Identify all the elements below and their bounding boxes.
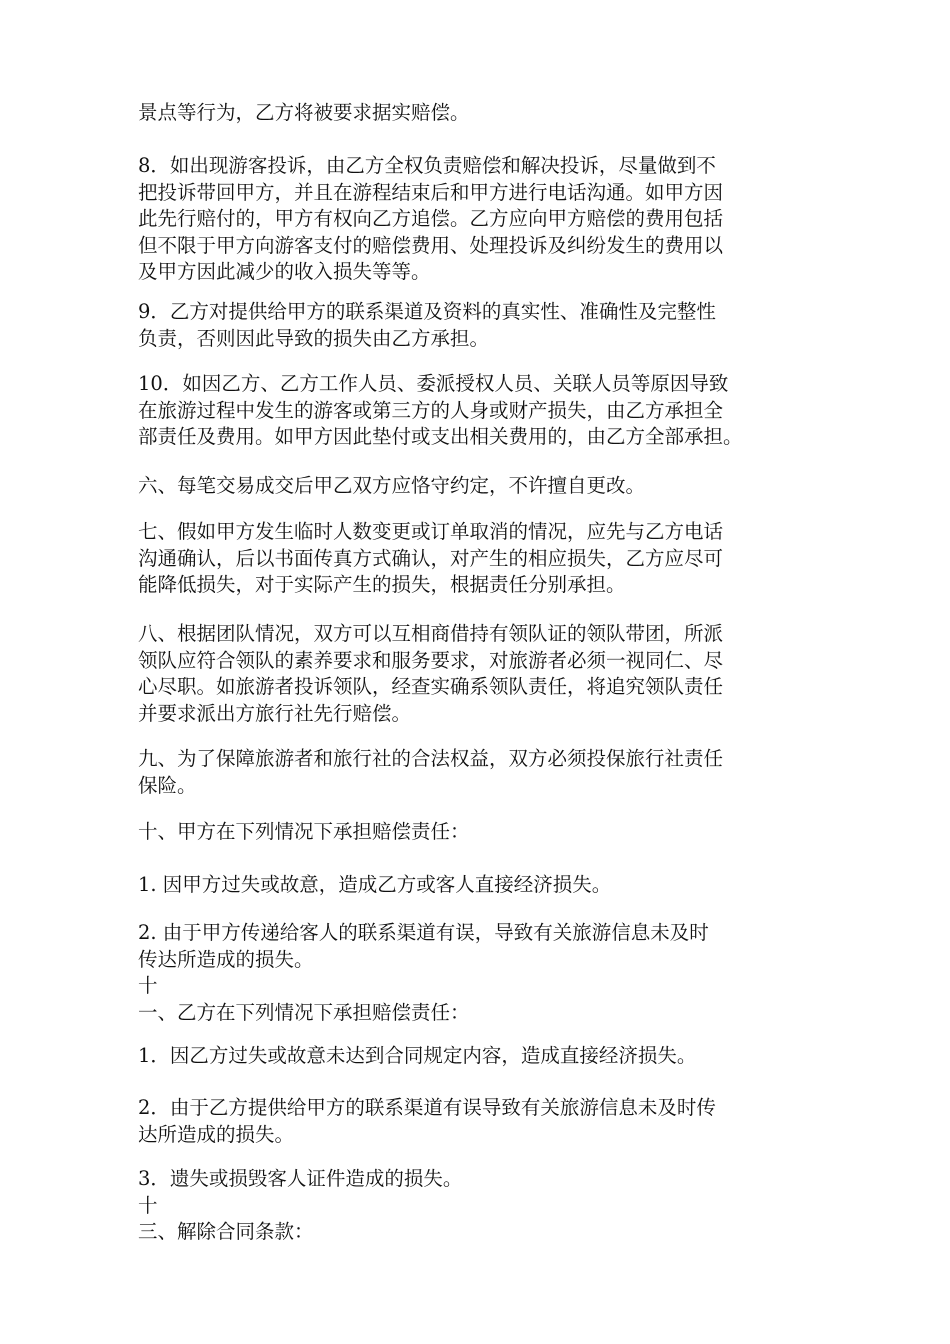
- text-line: 但不限于甲方向游客支付的赔偿费用、处理投诉及纠纷发生的费用以: [138, 233, 724, 257]
- paragraph-section-11-item-3: [138, 1166, 818, 1246]
- text-line: 三、解除合同条款：: [138, 1220, 314, 1243]
- text-line: 3．遗失或损毁客人证件造成的损失。: [138, 1167, 463, 1190]
- paragraph-item-8: [138, 153, 818, 286]
- paragraph-section-6: [138, 473, 818, 500]
- text-line: 达所造成的损失。: [138, 1122, 295, 1146]
- paragraph-compensation-tail: [138, 100, 818, 127]
- text-line: 9．乙方对提供给甲方的联系渠道及资料的真实性、准确性及完整性: [138, 300, 716, 323]
- text-line: 能降低损失，对于实际产生的损失，根据责任分别承担。: [138, 573, 626, 596]
- text-line: 2．由于乙方提供给甲方的联系渠道有误导致有关旅游信息未及时传: [138, 1096, 716, 1119]
- paragraph-section-9: [138, 746, 818, 799]
- paragraph-section-7: [138, 519, 818, 599]
- text-line: 心尽职。如旅游者投诉领队，经查实确系领队责任，将追究领队责任: [138, 675, 724, 698]
- text-line: 10．如因乙方、乙方工作人员、委派授权人员、关联人员等原因导致: [138, 372, 729, 395]
- text-line: 在旅游过程中发生的游客或第三方的人身或财产损失，由乙方承担全: [138, 398, 724, 422]
- text-line: 2. 由于甲方传递给客人的联系渠道有误，导致有关旅游信息未及时: [138, 921, 709, 944]
- text-line: 八、根据团队情况，双方可以互相商借持有领队证的领队带团，所派: [138, 622, 724, 645]
- paragraph-item-9: [138, 299, 818, 352]
- text-line: 领队应符合领队的素养要求和服务要求，对旅游者必须一视同仁、尽: [138, 648, 724, 672]
- text-line: 1．因乙方过失或故意未达到合同规定内容，造成直接经济损失。: [138, 1044, 697, 1067]
- text-line: 并要求派出方旅行社先行赔偿。: [138, 701, 412, 725]
- text-line: 负责，否则因此导致的损失由乙方承担。: [138, 326, 490, 350]
- text-line: 景点等行为，乙方将被要求据实赔偿。: [138, 101, 470, 124]
- text-line: 保险。: [138, 773, 197, 797]
- paragraph-section-11-item-2: [138, 1095, 818, 1148]
- text-line: 此先行赔付的，甲方有权向乙方追偿。乙方应向甲方赔偿的费用包括: [138, 207, 724, 230]
- paragraph-section-8: [138, 621, 818, 727]
- paragraph-section-10-item-1: [138, 872, 818, 899]
- text-line: 十: [138, 1193, 158, 1217]
- text-line: 一、乙方在下列情况下承担赔偿责任：: [138, 1000, 470, 1024]
- text-line: 部责任及费用。如甲方因此垫付或支出相关费用的，由乙方全部承担。: [138, 425, 743, 448]
- text-line: 8．如出现游客投诉，由乙方全权负责赔偿和解决投诉，尽量做到不: [138, 154, 716, 177]
- text-line: 七、假如甲方发生临时人数变更或订单取消的情况，应先与乙方电话: [138, 520, 724, 543]
- text-line: 十: [138, 974, 158, 997]
- text-line: 及甲方因此减少的收入损失等等。: [138, 260, 431, 283]
- paragraph-item-10: [138, 371, 818, 451]
- text-line: 六、每笔交易成交后甲乙双方应恪守约定，不许擅自更改。: [138, 474, 646, 497]
- paragraph-section-10: [138, 819, 818, 846]
- text-line: 十、甲方在下列情况下承担赔偿责任：: [138, 820, 470, 843]
- text-line: 九、为了保障旅游者和旅行社的合法权益，双方必须投保旅行社责任: [138, 747, 724, 770]
- text-line: 1. 因甲方过失或故意，造成乙方或客人直接经济损失。: [138, 873, 612, 896]
- text-line: 传达所造成的损失。: [138, 947, 314, 971]
- text-line: 把投诉带回甲方，并且在游程结束后和甲方进行电话沟通。如甲方因: [138, 180, 724, 204]
- paragraph-section-10-item-2: [138, 920, 818, 1026]
- paragraph-section-11-item-1: [138, 1043, 818, 1070]
- text-line: 沟通确认，后以书面传真方式确认，对产生的相应损失，乙方应尽可: [138, 546, 724, 570]
